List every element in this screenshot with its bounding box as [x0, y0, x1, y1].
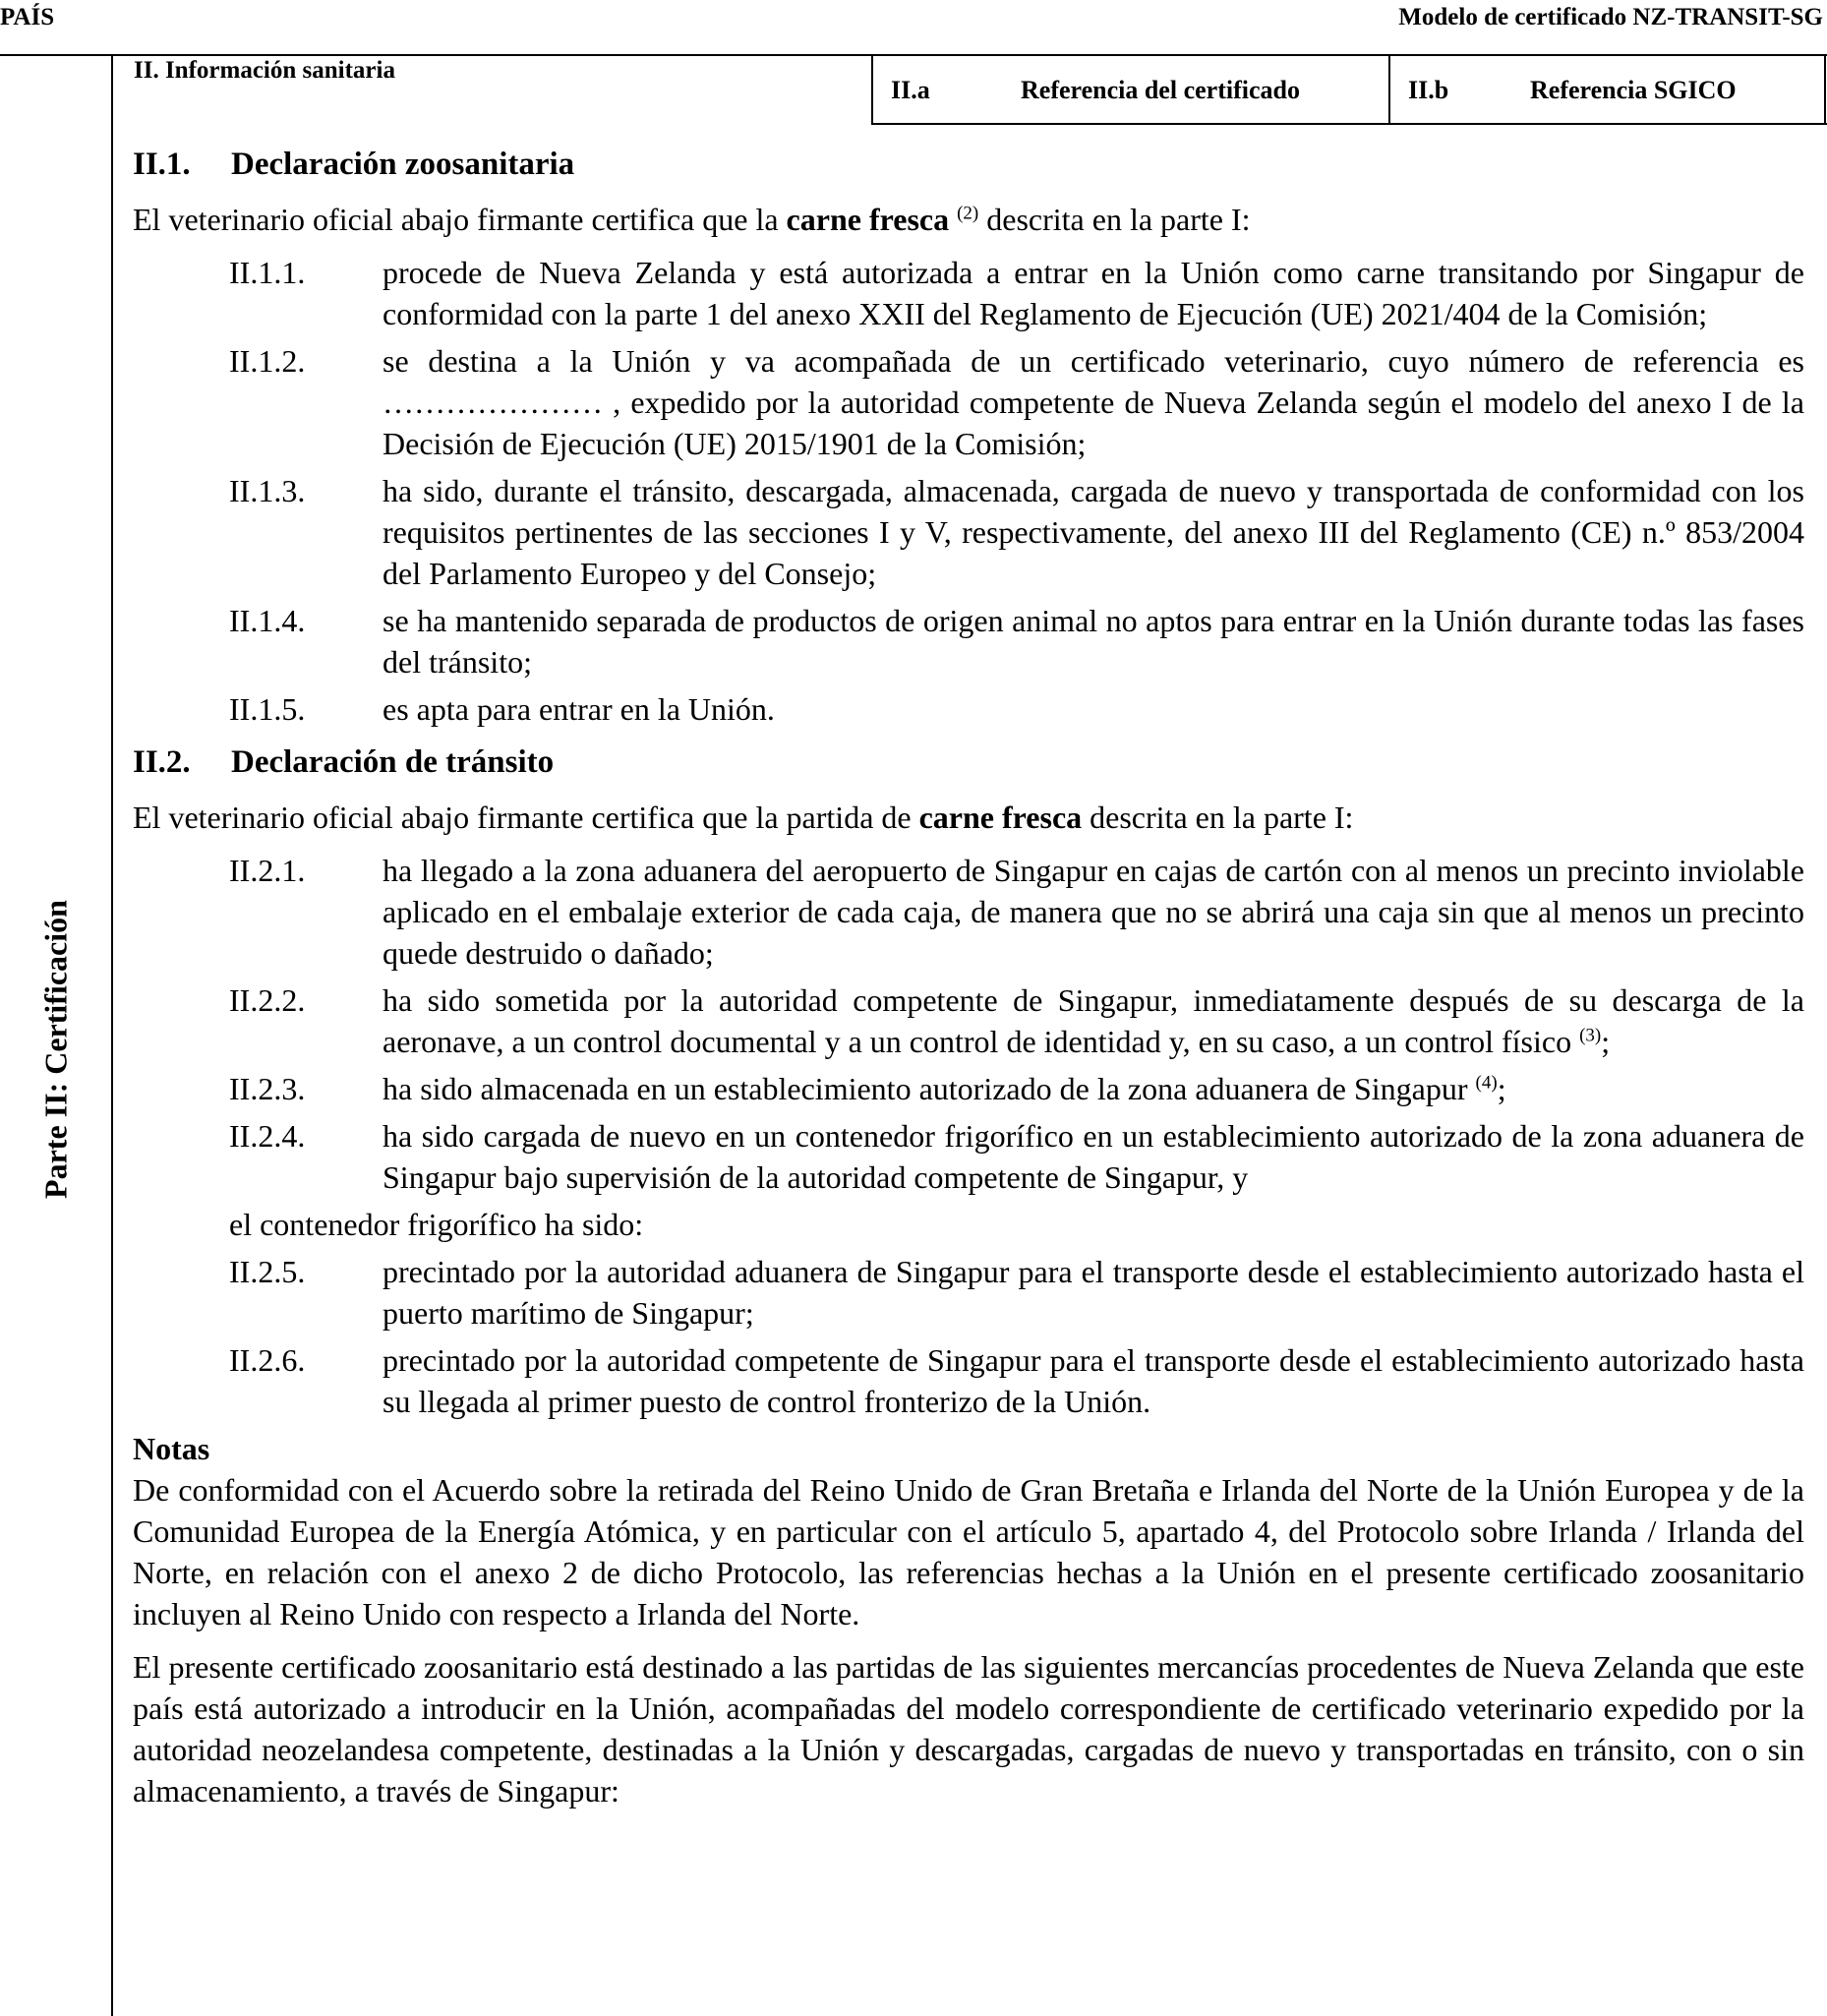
list-item	[229, 470, 1804, 594]
item-text: se destina a la Unión y va acompañada de un certificado veterinario, cuyo número de referencia es ………………… , expedido por la autoridad competente de Nueva Zelanda según el modelo del anexo I de la Decisión de Ejecución (UE) 2015/1901 de la Comisión;	[383, 343, 1804, 461]
item-number: II.1.2.	[229, 343, 306, 379]
intro-text: El veterinario oficial abajo firmante certifica que la partida de	[133, 800, 919, 835]
item-text-wrap	[383, 1068, 1804, 1109]
item-number: II.2.4.	[229, 1118, 306, 1154]
item-text: ha sido almacenada en un establecimiento autorizado de la zona aduanera de Singapur	[383, 1071, 1476, 1106]
ref-box-divider	[1388, 54, 1390, 125]
intro-bold: carne fresca	[918, 800, 1083, 835]
item-text: procede de Nueva Zelanda y está autorizada a entrar en la Unión como carne transitando por Singapur de conformidad con la parte 1 del anexo XXII del Reglamento de Ejecución (UE) 2021/404 de la Comisión;	[383, 255, 1804, 331]
footnote-ref: (3)	[1579, 1025, 1602, 1046]
intro-text: El veterinario oficial abajo firmante certifica que la	[133, 202, 787, 237]
list-item	[229, 1115, 1804, 1198]
intro-paragraph	[133, 797, 1804, 838]
item-text: se ha mantenido separada de productos de origen animal no aptos para entrar en la Unión durante todas las fases del tránsito;	[383, 603, 1804, 680]
part-ii-certification-label: Parte II: Certificación	[37, 900, 74, 1199]
item-number: II.1.4.	[229, 603, 306, 638]
intro-bold: carne fresca	[786, 202, 950, 237]
list-item	[229, 1068, 1804, 1109]
list-item	[229, 979, 1804, 1062]
heading-number: II.2.	[133, 744, 191, 780]
item-number: II.1.3.	[229, 473, 306, 508]
notes-paragraph-1: De conformidad con el Acuerdo sobre la retirada del Reino Unido de Gran Bretaña e Irlanda del Norte de la Unión Europea y de la Comunidad Europea de la Energía Atómica, y en particular con el artículo 5, apartado 4, del Protocolo sobre Irlanda / Irlanda del Norte, en relación con el anexo 2 de dicho Protocolo, las referencias hechas a la Unión en el presente certificado zoosanitario incluyen al Reino Unido con respecto a Irlanda del Norte.	[133, 1472, 1804, 1631]
item-text: ha sido, durante el tránsito, descargada, almacenada, cargada de nuevo y transportada de conformidad con los requisitos pertinentes de las secciones I y V, respectivamente, del anexo III del Reglamento (CE) n.º 853/2004 del Parlamento Europeo y del Consejo;	[383, 473, 1804, 591]
item-text: precintado por la autoridad aduanera de Singapur para el transporte desde el establecimiento autorizado hasta el puerto marítimo de Singapur;	[383, 1254, 1804, 1331]
list-item	[229, 1339, 1804, 1422]
country-label: PAÍS	[0, 4, 55, 30]
list-item	[229, 600, 1804, 682]
item-number: II.1.1.	[229, 255, 306, 290]
heading-animal-health	[133, 144, 1804, 185]
item-number: II.1.5.	[229, 691, 306, 727]
intro-text-end: descrita en la parte I:	[978, 202, 1251, 237]
side-label-column	[0, 56, 112, 2016]
item-text: ha sido cargada de nuevo en un contenedor frigorífico en un establecimiento autorizado de la zona aduanera de Singapur bajo supervisión de la autoridad competente de Singapur, y	[383, 1118, 1804, 1195]
heading-transit	[133, 741, 1804, 783]
notes-paragraph-2: El presente certificado zoosanitario está destinado a las partidas de las siguientes mercancías procedentes de Nueva Zelanda que este país está autorizado a introducir en la Unión, acompañadas del modelo correspondiente de certificado veterinario expedido por la autoridad neozelandesa competente, destinadas a la Unión y descargadas, cargadas de nuevo y transportadas en tránsito, con o sin almacenamiento, a través de Singapur:	[133, 1649, 1804, 1808]
item-text-end: ;	[1601, 1024, 1611, 1059]
list-item	[229, 850, 1804, 974]
intro-text-end: descrita en la parte I:	[1082, 800, 1354, 835]
item-text: es apta para entrar en la Unión.	[383, 691, 775, 727]
ref-box-bottom-rule	[871, 123, 1827, 125]
heading-text: Declaración zoosanitaria	[231, 147, 575, 182]
heading-text: Declaración de tránsito	[231, 744, 555, 780]
item-text: precintado por la autoridad competente de Singapur para el transporte desde el establecimiento autorizado hasta su llegada al primer puesto de control fronterizo de la Unión.	[383, 1342, 1804, 1419]
item-number: II.2.2.	[229, 982, 306, 1018]
item-number: II.2.3.	[229, 1071, 306, 1106]
item-text-end: ;	[1497, 1071, 1506, 1106]
certificate-model-label: Modelo de certificado NZ-TRANSIT-SG	[1398, 4, 1823, 30]
list-item	[229, 688, 1804, 730]
notes-heading: Notas	[133, 1431, 210, 1466]
list-item	[229, 252, 1804, 334]
sub-intro: el contenedor frigorífico ha sido:	[229, 1207, 644, 1242]
item-text: ha sido sometida por la autoridad competente de Singapur, inmediatamente después de su descarga de la aeronave, a un control documental y a un control de identidad y, en su caso, a un control físico	[383, 982, 1804, 1059]
ref-b-code: II.b	[1408, 76, 1449, 104]
ref-b-label: Referencia SGICO	[1530, 76, 1737, 104]
intro-paragraph	[133, 199, 1804, 240]
item-text-wrap	[383, 979, 1804, 1062]
list-item	[229, 1251, 1804, 1334]
footnote-ref: (2)	[957, 203, 979, 224]
section-title: II. Información sanitaria	[134, 57, 395, 84]
item-text: ha llegado a la zona aduanera del aeropuerto de Singapur en cajas de cartón con al menos un precinto inviolable aplicado en el embalaje exterior de cada caja, de manera que no se abrirá una caja sin que al menos un precinto quede destruido o dañado;	[383, 853, 1804, 971]
item-number: II.2.1.	[229, 853, 306, 888]
item-number: II.2.6.	[229, 1342, 306, 1378]
certificate-body	[133, 138, 1804, 1823]
footnote-ref: (4)	[1475, 1072, 1498, 1094]
list-item	[229, 340, 1804, 464]
right-border	[1824, 54, 1826, 125]
ref-a-label: Referencia del certificado	[1021, 76, 1300, 104]
heading-number: II.1.	[133, 147, 191, 182]
top-rule	[0, 54, 1827, 56]
ref-box-left-border	[871, 54, 873, 125]
ref-a-code: II.a	[891, 76, 930, 104]
item-number: II.2.5.	[229, 1254, 306, 1289]
